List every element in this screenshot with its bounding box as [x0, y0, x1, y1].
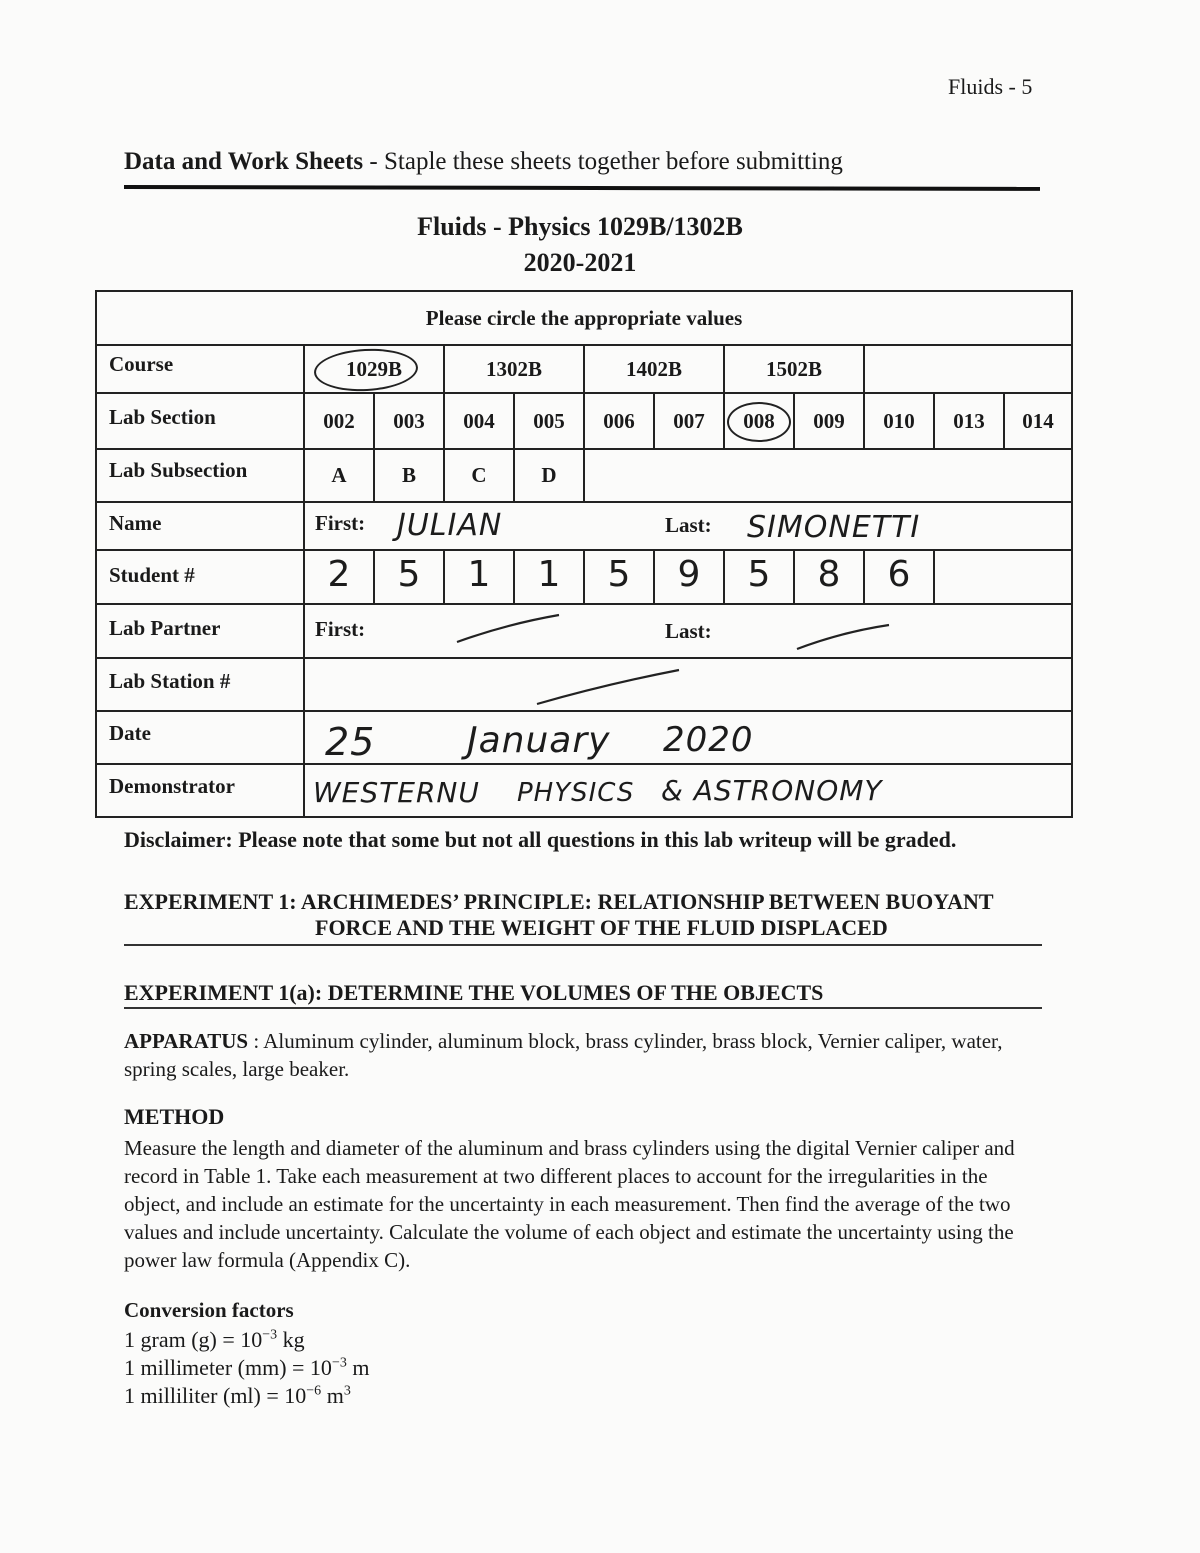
section-option[interactable]: 006 [603, 408, 635, 433]
label-lab-partner: Lab Partner [109, 616, 221, 640]
row-divider [97, 710, 1071, 712]
row-divider [97, 763, 1071, 765]
form-banner: Please circle the appropriate values [425, 305, 743, 330]
label-lab-section: Lab Section [109, 405, 216, 429]
demonstrator-word-1[interactable]: WESTERNU [313, 776, 480, 809]
apparatus-paragraph [124, 1027, 1044, 1083]
conversion-exponent: −3 [331, 1355, 347, 1371]
conversion-exponent: −3 [262, 1327, 278, 1343]
section-option[interactable]: 002 [323, 408, 355, 433]
method-paragraph: Measure the length and diameter of the aluminum and brass cylinders using the digital Vernier caliper and record in Table 1. Take each measurement at two different places to account for the irregularities in the object, and include an estimate for the uncertainty in each measurement. Then find the average of the two values and include uncertainty. Calculate the volume of each object and estimate the uncertainty using the power law formula (Appendix C). [124, 1136, 1015, 1272]
label-date: Date [109, 721, 151, 745]
experiment-1-line-2: FORCE AND THE WEIGHT OF THE FLUID DISPLACED [315, 915, 888, 940]
label-lab-station: Lab Station # [109, 669, 231, 693]
experiment-1-line-1: EXPERIMENT 1: ARCHIMEDES’ PRINCIPLE: RELATIONSHIP BETWEEN BUOYANT [124, 889, 994, 914]
partner-last-dash [797, 625, 889, 649]
section-option[interactable]: 003 [393, 408, 425, 433]
student-digit[interactable]: 5 [397, 554, 421, 595]
lab-station-dash [537, 670, 679, 704]
apparatus-label: APPARATUS [124, 1029, 249, 1053]
row-divider [97, 501, 1071, 503]
course-option-1029b[interactable]: 1029B [345, 356, 402, 381]
conversion-lhs: 1 milliliter (ml) = 10 [124, 1383, 307, 1408]
student-info-form [95, 290, 1073, 818]
last-name-value[interactable]: SIMONETTI [747, 510, 921, 545]
sheet-header-bold: Data and Work Sheets [124, 148, 364, 175]
section-divider [124, 944, 1042, 946]
section-option-selected[interactable]: 008 [743, 408, 775, 433]
method-heading: METHOD [124, 1104, 225, 1129]
conversion-lhs: 1 millimeter (mm) = 10 [124, 1355, 332, 1380]
section-divider [124, 1007, 1042, 1009]
row-divider [97, 603, 1071, 605]
conversion-unit: kg [277, 1327, 305, 1352]
col-divider [583, 448, 585, 501]
partner-last-label: Last: [665, 619, 712, 643]
student-digit[interactable]: 9 [677, 554, 701, 595]
subsection-option[interactable]: D [541, 463, 557, 487]
student-digit[interactable]: 6 [887, 554, 911, 595]
row-divider [97, 657, 1071, 659]
document-title: Fluids - Physics 1029B/1302B [417, 212, 743, 241]
subsection-option[interactable]: A [331, 463, 347, 487]
subsection-option[interactable]: B [401, 463, 416, 487]
student-digit[interactable]: 5 [607, 554, 631, 595]
conversion-item [124, 1327, 305, 1353]
disclaimer: Disclaimer: Please note that some but not all questions in this lab writeup will be graded. [124, 827, 957, 852]
demonstrator-word-2[interactable]: PHYSICS [517, 778, 635, 808]
first-name-value[interactable]: JULIAN [397, 508, 503, 543]
conversion-exponent: −6 [306, 1383, 322, 1399]
last-name-label: Last: [665, 513, 712, 537]
conversion-unit: m [346, 1355, 370, 1380]
course-option-1402b[interactable]: 1402B [625, 356, 682, 381]
date-day-value[interactable]: 25 [325, 720, 376, 764]
section-option[interactable]: 007 [673, 408, 705, 433]
date-year-value[interactable]: 2020 [663, 720, 754, 760]
label-name: Name [109, 511, 162, 535]
section-option[interactable]: 009 [813, 408, 845, 433]
section-option[interactable]: 013 [953, 408, 985, 433]
conversion-item [124, 1355, 369, 1381]
experiment-1-heading [124, 889, 1064, 941]
academic-year: 2020-2021 [523, 248, 637, 277]
demonstrator-word-3[interactable]: & ASTRONOMY [661, 774, 883, 807]
partner-first-dash [457, 615, 559, 642]
section-option[interactable]: 004 [463, 408, 495, 433]
label-course: Course [109, 352, 174, 376]
partner-first-label: First: [315, 617, 366, 641]
sheet-header [124, 148, 1040, 176]
conversion-heading: Conversion factors [124, 1298, 294, 1322]
sheet-header-rest: - Staple these sheets together before submitting [363, 148, 843, 175]
first-name-label: First: [315, 511, 366, 535]
date-month-value[interactable]: January [467, 720, 611, 761]
section-option[interactable]: 014 [1022, 408, 1054, 433]
page-number: Fluids - 5 [948, 74, 1033, 99]
student-digit[interactable]: 2 [327, 554, 351, 595]
section-option[interactable]: 005 [533, 408, 565, 433]
student-digit[interactable]: 8 [817, 554, 841, 595]
student-digit[interactable]: 1 [537, 554, 561, 595]
conversion-unit-exponent: 3 [343, 1383, 351, 1399]
course-option-1502b[interactable]: 1502B [765, 356, 822, 381]
conversion-unit: m [321, 1383, 344, 1408]
label-demonstrator: Demonstrator [109, 774, 235, 798]
conversion-lhs: 1 gram (g) = 10 [124, 1327, 263, 1352]
conversion-item [124, 1383, 351, 1409]
label-student-number: Student # [109, 563, 195, 587]
header-divider [124, 185, 1040, 191]
student-digit[interactable]: 1 [467, 554, 491, 595]
experiment-1a-heading: EXPERIMENT 1(a): DETERMINE THE VOLUMES OF THE OBJECTS [124, 980, 824, 1005]
student-digit[interactable]: 5 [747, 554, 771, 595]
course-option-1302b[interactable]: 1302B [485, 356, 542, 381]
apparatus-text: : Aluminum cylinder, aluminum block, brass cylinder, brass block, Vernier caliper, water, spring scales, large beaker. [124, 1029, 1003, 1081]
section-option[interactable]: 010 [883, 408, 915, 433]
selection-circle [727, 402, 791, 442]
label-lab-subsection: Lab Subsection [109, 458, 248, 482]
subsection-option[interactable]: C [471, 463, 487, 487]
